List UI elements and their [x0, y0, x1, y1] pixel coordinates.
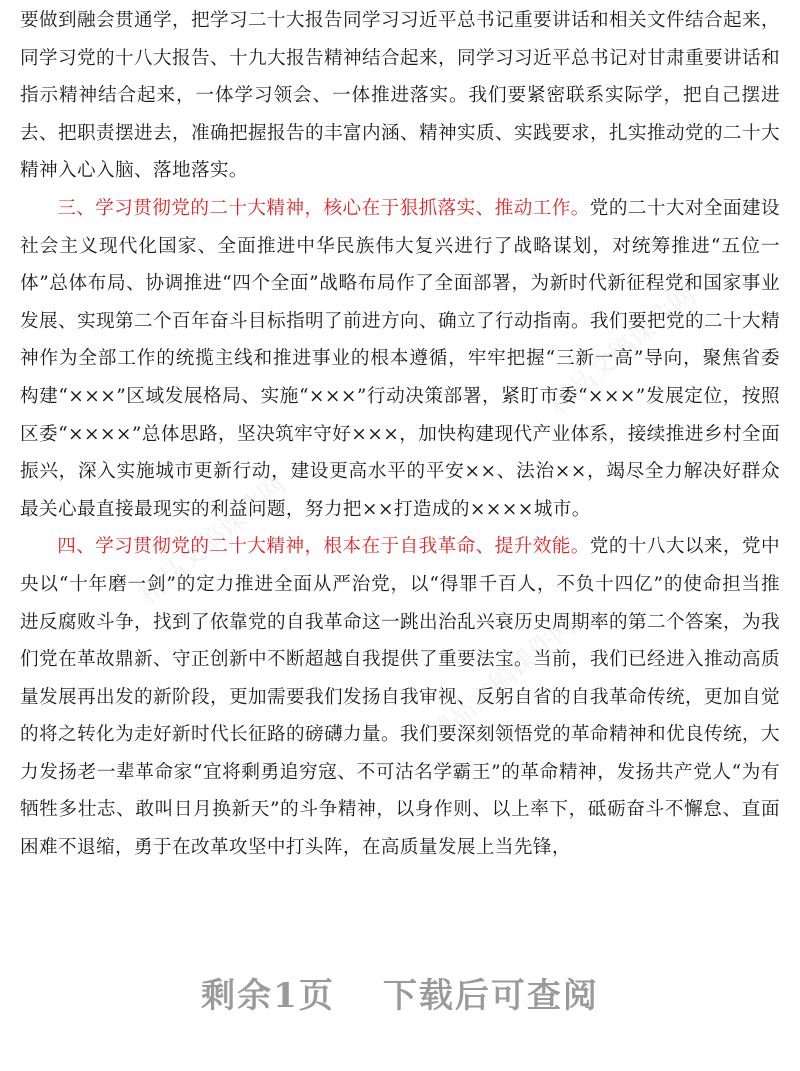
document-body [20, 2, 780, 867]
remaining-pages-label: 剩余1页 [201, 976, 335, 1016]
section-heading: 三、学习贯彻党的二十大精神，核心在于狠抓落实、推动工作。 [57, 197, 590, 219]
watermark: 精品文稿课件网 [133, 470, 292, 611]
paragraph: 要做到融会贯通学，把学习二十大报告同学习习近平总书记重要讲话和相关文件结合起来，同学习党的十八大报告、十九大报告精神结合起来，同学习习近平总书记对甘肃重要讲话和指示精神结合起来，一体学习领会、一体推进落实。我们要紧密联系实际学，把自己摆进去、把职责摆进去，准确把握报告的丰富内涵、精神实质、实践要求，扎实推动党的二十大精神入心入脑、落地落实。 [20, 10, 780, 182]
paragraph-text: 党的二十大对全面建设社会主义现代化国家、全面推进中华民族伟大复兴进行了战略谋划，对统筹推进“五位一体”总体布局、协调推进“四个全面”战略布局作了全面部署，为新时代新征程党和国家事业发展、实现第二个百年奋斗目标指明了前进方向、确立了行动指南。我们要把党的二十大精神作为全部工作的统揽主线和推进事业的根本遵循，牢牢把握“三新一高”导向，聚焦省委构建“×××”区域发展格局、实施“×××”行动决策部署，紧盯市委“×××”发展定位，按照区委“××××”总体思路，坚决筑牢守好×××，加快构建现代产业体系，接续推进乡村全面振兴，深入实施城市更新行动，建设更高水平的平安××、法治××，竭尽全力解决好群众最关心最直接最现实的利益问题，努力把××打造成的××××城市。 [20, 197, 780, 520]
watermark: 精品文稿课件网 [543, 280, 702, 421]
paragraph [20, 528, 780, 866]
paragraph-text: 党的十八大以来，党中央以“十年磨一剑”的定力推进全面从严治党，以“得罪千百人，不负十四亿”的使命担当推进反腐败斗争，找到了依靠党的自我革命这一跳出治乱兴衰历史周期率的第二个答案，为我们党在革故鼎新、守正创新中不断超越自我提供了重要法宝。当前，我们已经进入推动高质量发展再出发的新阶段，更加需要我们发扬自我审视、反躬自省的自我革命传统，更加自觉的将之转化为走好新时代长征路的磅礴力量。我们要深刻领悟党的革命精神和优良传统，大力发扬老一辈革命家“宜将剩勇追穷寇、不可沽名学霸王”的革命精神，发扬共产党人“为有牺牲多壮志、敢叫日月换新天”的斗争精神，以身作则、以上率下，砥砺奋斗不懈怠、直面困难不退缩，勇于在改革攻坚中打头阵，在高质量发展上当先锋， [20, 536, 780, 859]
download-hint-label: 下载后可查阅 [382, 976, 599, 1016]
download-notice[interactable] [0, 968, 800, 1017]
section-heading: 四、学习贯彻党的二十大精神，根本在于自我革命、提升效能。 [57, 536, 590, 558]
paragraph [20, 190, 780, 528]
watermark: 精品文稿课件网 [423, 610, 582, 751]
